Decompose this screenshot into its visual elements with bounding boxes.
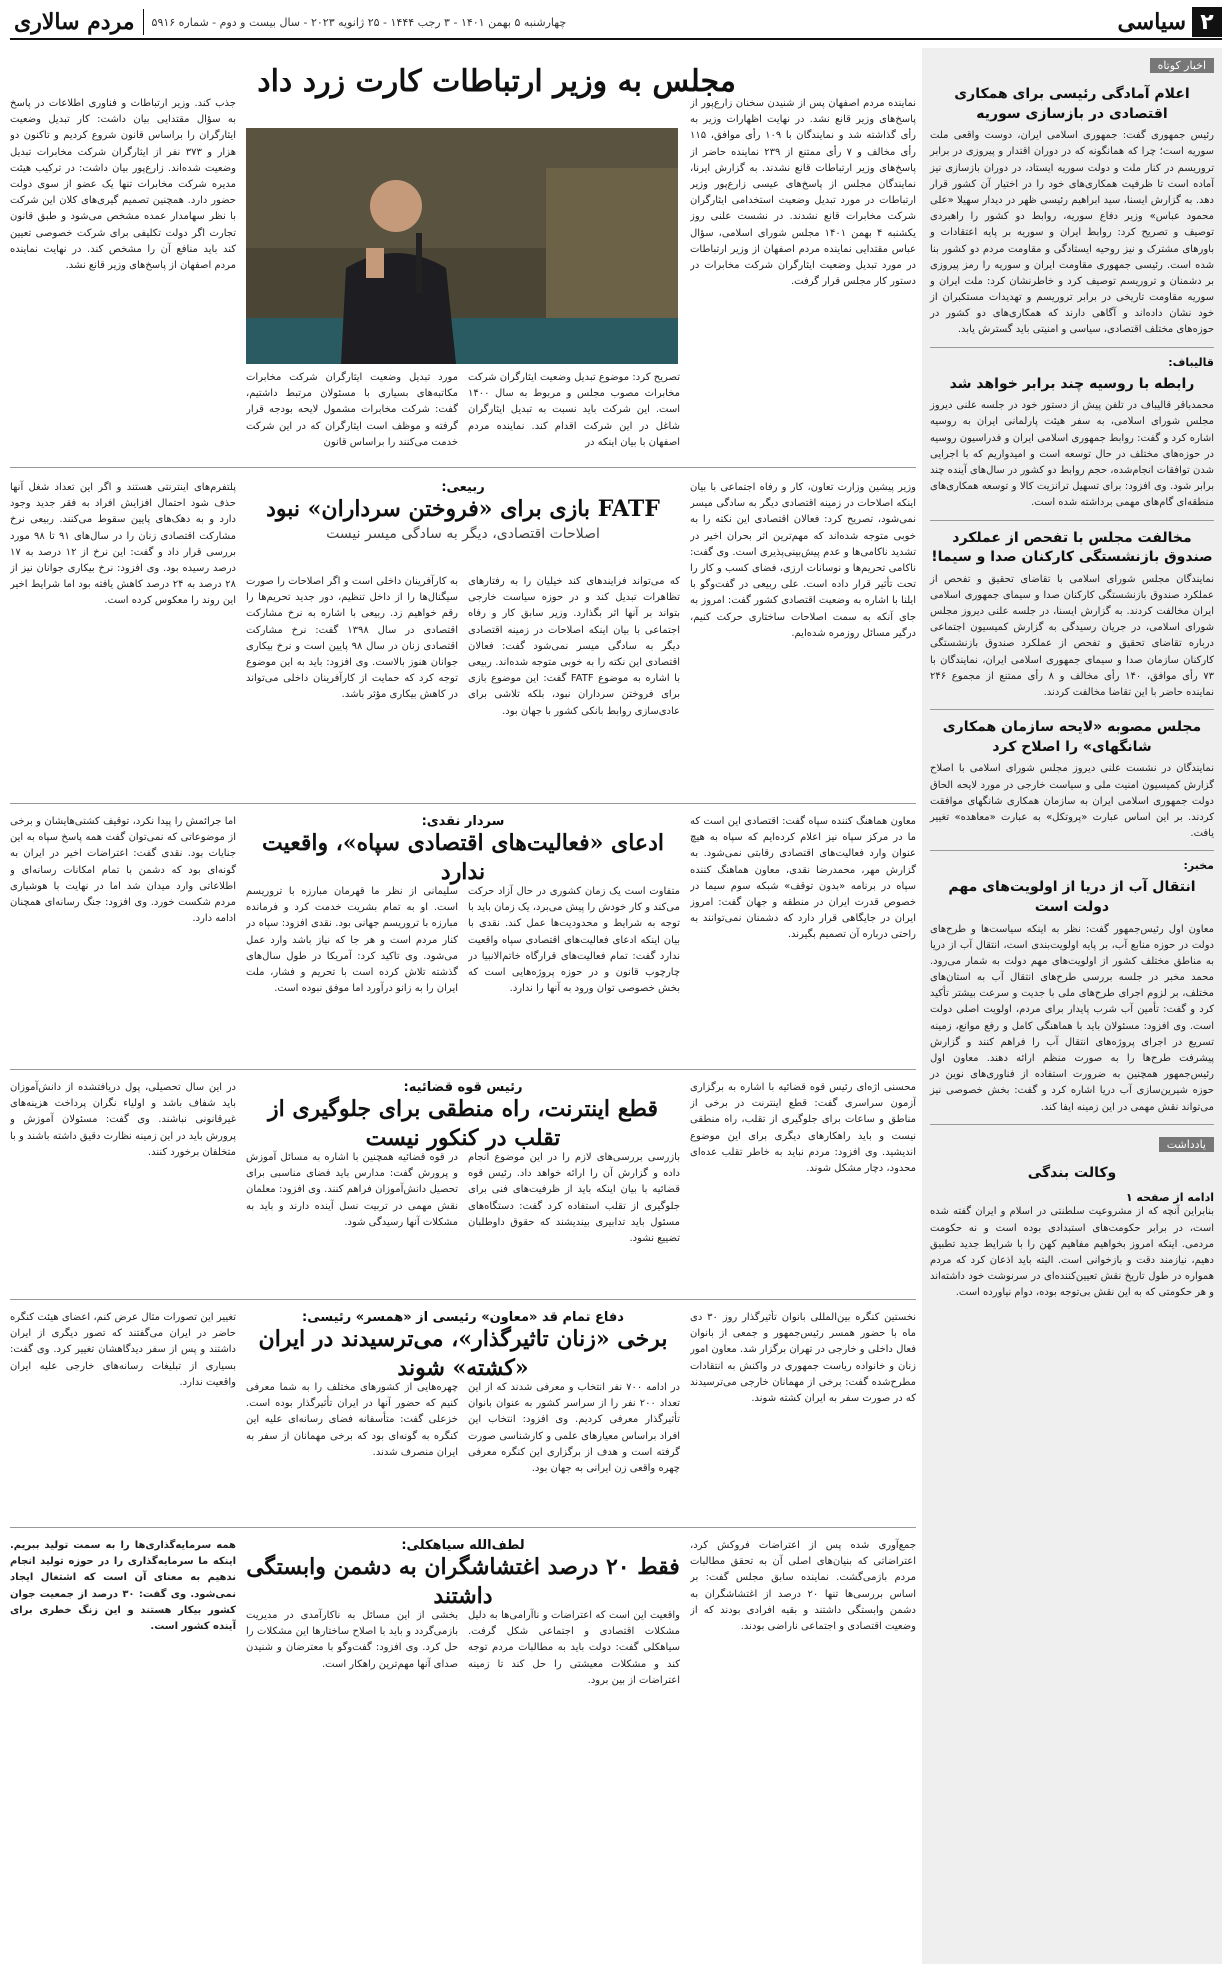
story-subhead: اصلاحات اقتصادی، دیگر به سادگی میسر نیست xyxy=(326,525,600,542)
divider xyxy=(930,850,1214,851)
story-header xyxy=(246,1310,680,1382)
story-column: بازرسی بررسی‌های لازم را در این موضوع انجام داده و گزارش آن را ارائه خواهد داد. رئیس قوه قضائیه با بیان اینکه باید از ظرفیت‌های فنی برای جلوگیری از تقلب استفاده کرد گفت: دستگاه‌های مسئول باید تدابیری بیندیشند که حقوق داوطلبان تضییع نشود. xyxy=(468,1152,680,1244)
sidebar-story-title: مخالفت مجلس با تفحص از عملکرد صندوق بازنشستگی کارکنان صدا و سیما! xyxy=(931,529,1213,566)
story-column: در قوه قضائیه همچنین با اشاره به مسائل آموزش و پرورش گفت: مدارس باید فضای مناسبی برای تحصیل دانش‌آموزان فراهم کنند. وی افزود: معلمان نقش مهمی در تربیت نسل آینده دارند و باید به مشکلات آنها رسیدگی شود. xyxy=(246,1152,458,1228)
story-column: چهره‌هایی از کشورهای مختلف را به شما معرفی کنیم که حضور آنها در ایران تأثیرگذار بوده است. خزعلی گفت: متأسفانه فضای رسانه‌ای علیه این کنگره به گونه‌ای بود که برخی مهمانان از سفر به ایران منصرف شدند. xyxy=(246,1382,458,1458)
sidebar-story-title: اعلام آمادگی رئیسی برای همکاری اقتصادی در بازسازی سوریه xyxy=(954,86,1190,122)
sidebar-kicker: قالیباف: xyxy=(1168,355,1214,369)
story-internet xyxy=(10,1074,916,1300)
story-kicker: لطف‌الله سیاهکلی: xyxy=(401,1538,525,1553)
section-header xyxy=(1117,7,1222,37)
lead-column: جذب کند. وزیر ارتباطات و فناوری اطلاعات در پاسخ به سؤال مقتدایی بیان داشت: کار تبدیل وضعیت ایثارگران را براساس قانون شروع کردیم و تاکنون دو هزار و ۳۷۳ نفر از ایثارگران شرکت مخابرات تبدیل وضعیت شده‌اند. زارع‌پور بیان داشت: در ترکیب هیئت مدیره شرکت مخابرات تنها یک عضو از سوی دولت حضور دارد. همچنین تصمیم گیری‌های کلان این شرکت با نظر سهامدار عمده مشخص می‌شود و طبق قانون تجارت اگر دولت تکلیفی برای شرکت خصوصی تعیین کند باید منافع آن را مشخص کند. در نهایت نماینده مردم اصفهان از پاسخ‌های وزیر قانع نشد. xyxy=(10,98,236,271)
sidebar-story-title: وکالت بندگی xyxy=(1027,1164,1117,1181)
story-headline: فقط ۲۰ درصد اغتشاشگران به دشمن وابستگی داشتند xyxy=(246,1554,680,1609)
story-kicker: رئیس قوه قضائیه: xyxy=(403,1080,523,1095)
story-column: همه سرمایه‌گذاری‌ها را به سمت تولید ببریم. اینکه ما سرمایه‌گذاری را در حوزه تولید انجام ندهیم به معنای آن است که اشتغال ایجاد نمی‌شود. وی گفت: ۳۰ درصد از جمعیت جوان کشور بیکار هستند و این زنگ خطری برای آینده کشور است. xyxy=(10,1540,236,1632)
story-headline: ادعای «فعالیت‌های اقتصادی سپاه»، واقعیت ندارد xyxy=(262,830,664,885)
story-column: محسنی اژه‌ای رئیس قوه قضائیه با اشاره به برگزاری آزمون سراسری گفت: قطع اینترنت در برخی از مناطق و ساعات برای جلوگیری از تقلب، راه منطقی نیست و باید راهکارهای دیگری برای این موضوع اندیشید. وی افزود: مردم نباید به خاطر تقلب عده‌ای محدود، دچار مشکل شوند. xyxy=(690,1082,916,1174)
story-column: به کارآفرینان داخلی است و اگر اصلاحات را صورت سیگنال‌ها را از داخل تنظیم، دور جدید تحریم‌ها را رقم خواهیم زد. ربیعی با اشاره به نرخ مشارکت اقتصادی در سال ۱۳۹۸ گفت: نرخ مشارکت اقتصادی زنان در سال ۹۸ پایین است و نرخ بیکاری جوانان هنوز بالاست. وی افزود: باید به این موضوع توجه کرد که حمایت از کارآفرینان داخلی می‌تواند در کاهش بیکاری مؤثر باشد. xyxy=(246,576,458,701)
sidebar-story-body: معاون اول رئیس‌جمهور گفت: نظر به اینکه سیاست‌ها و طرح‌های دولت در حوزه منابع آب، بر پایه اولویت‌بندی است، انتقال آب از دریا به مناطق مختلف کشور از اولویت‌های مهم دولت به شمار می‌رود. محمد مخبر در جلسه بررسی طرح‌های انتقال آب به استان‌های مختلف، بر لزوم اجرای طرح‌های ملی با جدیت و سرعت بیشتر تأکید کرد و گفت: تأمین آب شرب پایدار برای مردم، اولویت اصلی دولت است. وی افزود: مسئولان باید با هماهنگی کامل و رفع موانع، زمینه تسریع در اجرای پروژه‌های انتقال آب را فراهم کنند و گزارش پیشرفت طرح‌ها را به صورت منظم ارائه دهند. معاون اول رئیس‌جمهور همچنین به ضرورت استفاده از فناوری‌های نوین در حوزه شیرین‌سازی آب دریا اشاره کرد و گفت: بخش خصوصی نیز می‌تواند نقش مهمی در این زمینه ایفا کند. xyxy=(930,923,1214,1113)
divider xyxy=(930,347,1214,348)
story-column: اما جرائمش را پیدا نکرد، توقیف کشتی‌هایشان و برخی از موضوعاتی که نمی‌توان گفت همه پاسخ سپاه به این جنایات بود. نقدی گفت: اعتراضات اخیر در ایران به گونه‌ای بود که دشمن با تمام امکانات رسانه‌ای و اطلاعاتی وارد میدان شد اما در نهایت با هوشیاری مردم شکست خورد. وی افزود: جنگ رسانه‌ای همچنان ادامه دارد. xyxy=(10,816,236,925)
story-column: پلتفرم‌های اینترنتی هستند و اگر این تعداد شغل آنها حذف شود احتمال افزایش افراد به فقر جدید وجود دارد و به دهک‌های پایین سقوط می‌کنند. ربیعی نرخ مشارکت اقتصادی زنان را در سال‌های ۹۱ تا ۹۸ مورد بررسی قرار داد و گفت: این نرخ از ۱۲ درصد به ۱۷ درصد رسیده بود. وی افزود: نرخ بیکاری جوانان نیز از ۲۸ درصد به ۲۴ درصد کاهش یافته بود اما شرایط اخیر این روند را معکوس کرده است. xyxy=(10,482,236,607)
story-column: که می‌تواند فرایندهای کند خیلیان را به رفتارهای تظاهرات تبدیل کند و در حوزه سیاست خارجی بتواند بر آنها اثر بگذارد. وزیر سابق کار و رفاه اجتماعی با بیان اینکه اصلاحات در زمینه اقتصادی دیگر به سادگی میسر نمی‌شود گفت: فعالان اقتصادی این نکته را به خوبی متوجه شده‌اند. ربیعی با اشاره به موضوع FATF گفت: این موضوع بازی برای فروختن سرداران نبود، بلکه تلاشی برای عادی‌سازی روابط بانکی کشور با جهان بود. xyxy=(468,576,680,717)
dateline: چهارشنبه ۵ بهمن ۱۴۰۱ - ۳ رجب ۱۴۴۴ - ۲۵ ژانویه ۲۰۲۳ - سال بیست و دوم - شماره ۵۹۱۶ xyxy=(151,15,567,29)
story-fatf xyxy=(10,474,916,804)
sidebar-story-body: رئیس جمهوری گفت: جمهوری اسلامی ایران، دوست واقعی ملت سوریه است؛ چرا که همانگونه که در دوران اقتدار و پیروزی در برابر تروریسم در کنار ملت و دولت سوریه ایستاد، در دوران بازسازی نیز آماده است تا ظرفیت همکاری‌های خود را در اختیار آن کشور قرار دهد. به گزارش ایسنا، سید ابراهیم رئیسی ظهر در دیدار سهیلا «علی محمود عباس» وزیر دفاع سوریه، روابط دو کشور را راهبردی توصیف و تصریح کرد: روابط ایران و سوریه بر پایه اعتقادات و باورهای مشترک و نیز روحیه ایستادگی و مقاومت مردم دو کشور بنا شده است. رئیسی جمهوری مقاومت ایران و سوریه را رمز پیروزی بر دشمنان و تروریسم توصیف کرد و خاطرنشان کرد: ملت ایران و سوریه مقاومت تاریخی در برابر تروریسم و تهدیدات مستکبران از خود نشان داده‌اند و آگاهی دارند که همکاری‌های دو کشور در حوزه‌های مختلف اقتصادی، سیاسی و امنیتی باید گسترش یابد. xyxy=(930,130,1214,336)
story-headline: قطع اینترنت، راه منطقی برای جلوگیری از تقلب در کنکور نیست xyxy=(268,1096,658,1151)
sidebar-story-body: محمدباقر قالیباف در تلفن پیش از دستور خود در جلسه علنی دیروز مجلس شورای اسلامی، به سفر هیئت پارلمانی ایران به روسیه اشاره کرد و گفت: روابط جمهوری اسلامی ایران و فدراسیون روسیه در حوزه‌های مختلف در حال توسعه است و امیدواریم که با اجرایی شدن توافقات انجام‌شده، حجم روابط دو کشور در سال‌های آینده چند برابر شود. وی افزود: برای تسهیل ترانزیت کالا و توسعه همکاری‌های منطقه‌ای گام‌های مهمی برداشته شده است. xyxy=(930,400,1214,509)
sidebar-kicker: مخبر: xyxy=(1183,859,1214,873)
story-naqdi xyxy=(10,808,916,1070)
newspaper-brand: مردم سالاری xyxy=(10,9,144,35)
sidebar-label-short-news: اخبار کوتاه xyxy=(1150,58,1214,73)
story-header xyxy=(246,814,680,886)
masthead xyxy=(10,6,1222,40)
story-header xyxy=(246,480,680,542)
page-number: ۲ xyxy=(1192,7,1222,37)
divider xyxy=(930,709,1214,710)
minister-photo xyxy=(246,128,678,364)
story-column: واقعیت این است که اعتراضات و ناآرامی‌ها به دلیل مشکلات اقتصادی و اجتماعی شکل گرفت. سیاهکلی گفت: دولت باید به مطالبات مردم توجه کند و مشکلات معیشتی را حل کند تا زمینه اعتراضات از بین برود. xyxy=(468,1610,680,1686)
story-kicker: دفاع تمام قد «معاون» رئیسی از «همسر» رئیسی: xyxy=(302,1310,624,1325)
divider xyxy=(930,520,1214,521)
divider xyxy=(930,1124,1214,1125)
story-women xyxy=(10,1304,916,1528)
main-content xyxy=(10,48,916,1964)
sidebar-story-title: رابطه با روسیه چند برابر خواهد شد xyxy=(949,375,1195,392)
story-column: وزیر پیشین وزارت تعاون، کار و رفاه اجتماعی با بیان اینکه اصلاحات در زمینه اقتصادی دیگر به سادگی میسر نمی‌شود، تصریح کرد: فعالان اقتصادی این نکته را به خوبی متوجه شده‌اند که مهم‌ترین اثر بحران اخیر در تشدید ناکامی‌ها و عدم پیش‌بینی‌پذیری است. وی گفت: ناکامی تحریم‌ها و نوسانات ارزی، فضای کسب و کار را تحت تأثیر قرار داده است. علی ربیعی در گفت‌وگو با ایلنا با اشاره به وضعیت اقتصادی کشور گفت: امروز به جای آنکه به سمت اصلاحات ساختاری حرکت کنیم، درگیر مسائل روزمره شده‌ایم. xyxy=(690,482,916,639)
story-jobs xyxy=(10,1532,916,1962)
sidebar-continuation: ادامه از صفحه ۱ xyxy=(1125,1191,1214,1205)
story-column: نخستین کنگره بین‌المللی بانوان تأثیرگذار روز ۳۰ دی ماه با حضور همسر رئیس‌جمهور و جمعی از بانوان فعال داخلی و خارجی در تهران برگزار شد. معاون امور زنان و خانواده ریاست جمهوری در واکنش به انتقادات مطرح‌شده گفت: برخی از مهمانان خارجی می‌ترسیدند که در صورت سفر به ایران کشته شوند. xyxy=(690,1312,916,1404)
story-column: متفاوت است یک زمان کشوری در حال آزاد حرکت می‌کند و کار خودش را پیش می‌برد، یک زمان باید با توجه به شرایط و محدودیت‌ها عمل کند. نقدی با بیان اینکه ادعای فعالیت‌های اقتصادی سپاه واقعیت ندارد گفت: تمام فعالیت‌های قرارگاه خاتم‌الانبیا در چارچوب قانون و در حوزه پروژه‌هایی است که بخش خصوصی توان ورود به آنها را ندارد. xyxy=(468,886,680,995)
story-column: جمع‌آوری شده پس از اعتراضات فروکش کرد، اعتراضاتی که بنیان‌های اصلی آن به تحقق مطالبات مردم بازمی‌گشت. نماینده سابق مجلس گفت: بر اساس بررسی‌ها تنها ۲۰ درصد از اغتشاشگران به دشمن وابستگی داشتند و بقیه افرادی بودند که از وضعیت اقتصادی و اجتماعی ناراضی بودند. xyxy=(690,1540,916,1632)
story-column: بخشی از این مسائل به ناکارآمدی در مدیریت بازمی‌گردد و باید با اصلاح ساختارها این مشکلات را حل کرد. وی افزود: گفت‌وگو با معترضان و شنیدن صدای آنها مهم‌ترین راهکار است. xyxy=(246,1610,458,1670)
sidebar-story-body: نمایندگان مجلس شورای اسلامی با تقاضای تحقیق و تفحص از عملکرد صندوق بازنشستگی کارکنان صدا و سیمای جمهوری اسلامی ایران مخالفت کردند. به گزارش ایسنا، در جلسه علنی دیروز مجلس شورای اسلامی، در جریان رسیدگی به گزارش کمیسیون اجتماعی درباره تقاضای تحقیق و تفحص از عملکرد صندوق بازنشستگی کارکنان سازمان صدا و سیمای جمهوری اسلامی ایران، نمایندگان با ۷۳ رأی موافق، ۱۴۰ رأی مخالف و ۸ رأی ممتنع از مجموع ۲۴۶ نماینده حاضر با این تقاضا مخالفت کردند. xyxy=(930,573,1215,699)
sidebar-label-note: یادداشت xyxy=(1159,1137,1214,1152)
story-headline: برخی «زنان تاثیرگذار»، می‌ترسیدند در ایران «کشته» شوند xyxy=(258,1326,668,1381)
story-column: در ادامه ۷۰۰ نفر انتخاب و معرفی شدند که از این تعداد ۲۰۰ نفر را از سراسر کشور به عنوان بانوان تأثیرگذار معرفی کردیم. وی افزود: انتخاب این افراد براساس معیارهای علمی و کارشناسی صورت گرفته است و هدف از برگزاری این کنگره معرفی چهره واقعی زن ایرانی به جهان بود. xyxy=(468,1382,680,1474)
section-name: سیاسی xyxy=(1117,9,1186,35)
news-sidebar xyxy=(922,48,1222,1964)
sidebar-story-body: نمایندگان در نشست علنی دیروز مجلس شورای اسلامی با اصلاح گزارش کمیسیون امنیت ملی و سیاست خارجی در مورد لایحه الحاق دولت جمهوری اسلامی ایران به سازمان همکاری شانگهای موافقت کردند. بر این اساس عبارت «پروتکل» به عبارت «معاهده» تغییر یافت. xyxy=(930,763,1214,840)
lead-story xyxy=(10,48,916,468)
story-header xyxy=(246,1080,680,1152)
lead-column: تصریح کرد: موضوع تبدیل وضعیت ایثارگران شرکت مخابرات مصوب مجلس و مربوط به سال ۱۴۰۰ است. این شرکت باید نسبت به تبدیل ایثارگران شاغل در این شرکت اقدام کند. نماینده مردم اصفهان با بیان اینکه در xyxy=(468,372,680,448)
story-kicker: سردار نقدی: xyxy=(421,814,505,829)
sidebar-story-title: انتقال آب از دریا از اولویت‌های مهم دولت است xyxy=(948,879,1196,915)
story-kicker: ربیعی: xyxy=(441,480,485,495)
photo-illustration xyxy=(246,128,678,364)
story-headline: FATF بازی برای «فروختن سرداران» نبود xyxy=(266,496,660,522)
story-header xyxy=(246,1538,680,1610)
story-column: معاون هماهنگ کننده سپاه گفت: اقتصادی این است که ما در مرکز سپاه نیز اعلام کرده‌ایم که سپاه به هیچ عنوان وارد فعالیت‌های اقتصادی رقابتی نمی‌شود. به گزارش مهر، محمدرضا نقدی، معاون هماهنگ کننده سپاه در برنامه «بدون توقف» شبکه سوم سیما در خصوص قدرت ایران در منطقه و جهان گفت: امروز ایران در جایگاهی قرار دارد که دشمنان نمی‌توانند به راحتی درباره آن تصمیم بگیرند. xyxy=(690,816,916,941)
lead-column: مورد تبدیل وضعیت ایثارگران شرکت مخابرات مکاتبه‌های بسیاری با مسئولان مرتبط داشتیم، گفت: شرکت مخابرات مشمول لایحه بودجه قرار گرفته و موظف است ایثارگران که در این شرکت خدمت می‌کنند را براساس قانون xyxy=(246,372,458,448)
sidebar-story-title: مجلس مصوبه «لایحه سازمان همکاری شانگهای» را اصلاح کرد xyxy=(942,719,1202,755)
story-column: تغییر این تصورات مثال عرض کنم، اعضای هیئت کنگره حاضر در ایران می‌گفتند که تصور دیگری از ایران داشتند و پس از سفر دیدگاهشان تغییر کرد. وی گفت: بسیاری از تبلیغات رسانه‌های خارجی علیه ایران واقعیت ندارد. xyxy=(10,1312,236,1388)
story-column: سلیمانی از نظر ما قهرمان مبارزه با تروریسم است. او به تمام بشریت خدمت کرد و فرمانده مبارزه با تروریسم جهانی بود. نقدی افزود: سپاه در کنار مردم است و هر جا که نیاز باشد وارد عمل می‌شود. وی تاکید کرد: آمریکا در طول سال‌های گذشته تلاش کرده است با تحریم و فشار، ملت ایران را به زانو درآورد اما موفق نبوده است. xyxy=(246,886,458,995)
story-column: در این سال تحصیلی، پول دریافتشده از دانش‌آموزان باید شفاف باشد و اولیاء نگران پرداخت هزینه‌های غیرقانونی نباشند. وی گفت: مسئولان آموزش و پرورش باید در این زمینه نظارت دقیق داشته باشند و با متخلفان برخورد کنند. xyxy=(10,1082,236,1158)
lead-headline: مجلس به وزیر ارتباطات کارت زرد داد xyxy=(257,64,736,99)
lead-column: نماینده مردم اصفهان پس از شنیدن سخنان زارع‌پور از پاسخ‌های وزیر قانع نشد. در نهایت اظهارات وزیر به رأی گذاشته شد و نمایندگان با ۱۰۹ رأی موافق، ۱۱۵ رأی مخالف و ۷ رأی ممتنع از ۲۳۹ نماینده حاضر از پاسخ‌های وزیر ارتباطات قانع نشدند. به گزارش ایرنا، نمایندگان مجلس از پاسخ‌های عیسی زارع‌پور وزیر ارتباطات در مورد تبدیل وضعیت استخدامی ایثارگران شرکت مخابرات قانع نشدند. در نشست علنی روز یکشنبه ۴ بهمن ۱۴۰۱ مجلس شورای اسلامی، سؤال عباس مقتدایی نماینده مردم اصفهان از وزیر ارتباطات در مورد تبدیل وضعیت ایثارگران شرکت مخابرات در دستور کار مجلس قرار گرفت. xyxy=(690,98,916,288)
sidebar-story-body: بنابراین آنچه که از مشروعیت سلطنتی در اسلام و ایران گفته شده است، در برابر حکومت‌های استبدادی بوده است و نه حکومت مردمی. اینکه امروز بخواهیم مفاهیم کهن را با شرایط جدید تطبیق دهیم، نیازمند دقت و بازخوانی است. البته باید اذعان کرد که مردم همواره در طول تاریخ نقش تعیین‌کننده‌ای در سرنوشت خود داشته‌اند و هر حکومتی که به این نقش بی‌توجه بوده، دوام نیاورده است. xyxy=(930,1206,1214,1299)
